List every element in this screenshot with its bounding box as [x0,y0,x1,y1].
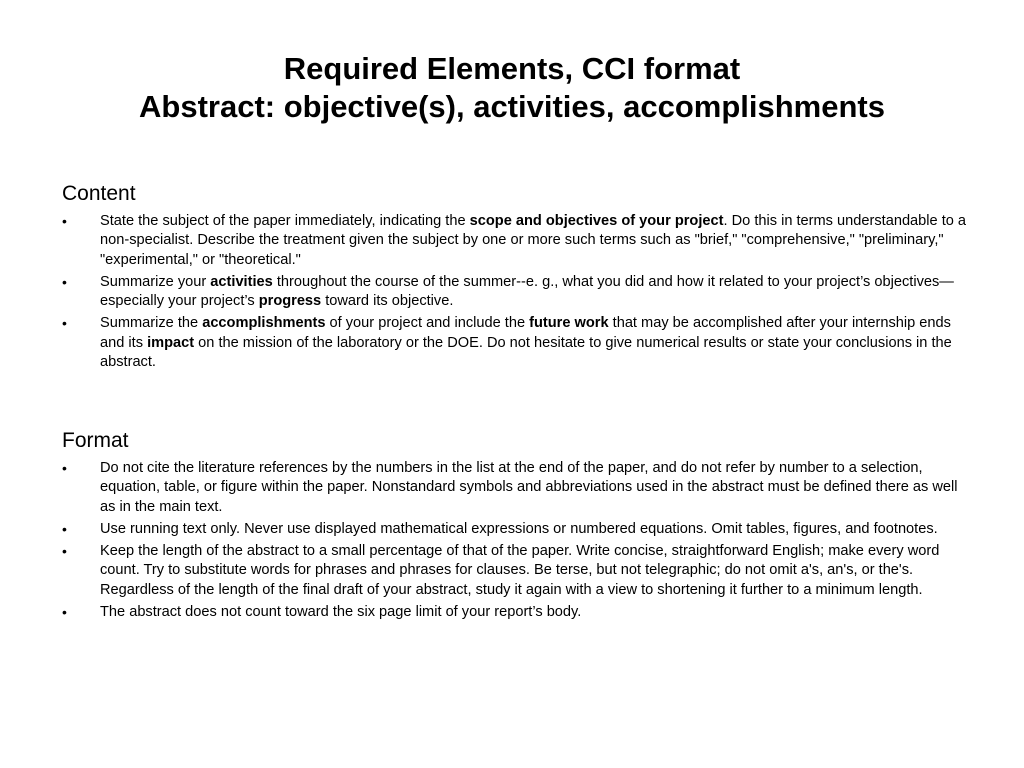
bullet-icon: • [62,213,67,229]
item-text: toward its objective. [321,293,454,310]
format-item-2 [62,520,972,539]
format-item-1 [62,459,972,517]
content-item-2 [62,273,972,312]
bullet-icon: • [62,273,67,290]
content-list [62,212,972,372]
bullet-icon: • [62,460,67,476]
content-item-3 [62,314,972,372]
bullet-icon: • [62,543,67,560]
item-text: Do not cite the literature references by the numbers in the list at the end of the paper, and do not refer by number to a selection, equation, table, or figure within the paper. Nonstandard symbols and abbreviations used in the abstract must be defined there as well as in the main text. [100,460,958,515]
item-emphasis: activities [210,273,273,290]
item-emphasis: future work [529,315,609,332]
title-line-1: Required Elements, CCI format [283,51,741,86]
item-text: of your project and include the [325,315,530,332]
title-line-2: Abstract: objective(s), activities, accomplishments [139,89,885,124]
bullet-icon: • [62,604,67,621]
item-text: Use running text only. Never use displayed mathematical expressions or numbered equations. Omit tables, figures, and footnotes. [100,520,938,537]
format-list [62,459,972,622]
item-text: . Do this in terms understandable to a non-specialist. Describe the treatment given the subject by one or more such terms such as "brief," "comprehensive," "preliminary," "experimental," or "theoretical." [100,213,967,268]
item-emphasis: scope and objectives of your project [469,213,724,229]
format-item-4 [62,603,972,622]
item-text: Summarize the [100,315,203,332]
item-text: Summarize your [100,273,211,290]
format-heading: Format [62,429,129,452]
item-text: that may be accomplished after your internship ends and its [100,315,951,351]
item-text: State the subject of the paper immediately, indicating the [100,213,470,229]
content-section [62,181,972,375]
item-text: on the mission of the laboratory or the DOE. Do not hesitate to give numerical results or state your conclusions in the abstract. [100,334,952,371]
content-item-1 [62,212,972,270]
slide-title [40,50,984,126]
format-section [62,428,972,625]
item-emphasis: impact [147,334,195,351]
item-emphasis: progress [258,293,322,310]
item-text: Keep the length of the abstract to a small percentage of that of the paper. Write concise, straightforward English; make every word count. Try to substitute words for phrases and phrases for clauses. Be terse, but not telegraphic; do not omit a's, an's, or the's. Regardless of the length of the final draft of your abstract, study it again with a view to shortening it further to a minimum length. [100,543,940,598]
format-item-3 [62,542,972,600]
item-text: The abstract does not count toward the six page limit of your report’s body. [100,604,582,621]
content-heading: Content [62,182,136,205]
item-text: throughout the course of the summer--e. g., what you did and how it related to your project’s objectives—especially your project’s [100,273,954,310]
item-emphasis: accomplishments [202,315,326,332]
bullet-icon: • [62,315,67,332]
bullet-icon: • [62,520,67,537]
